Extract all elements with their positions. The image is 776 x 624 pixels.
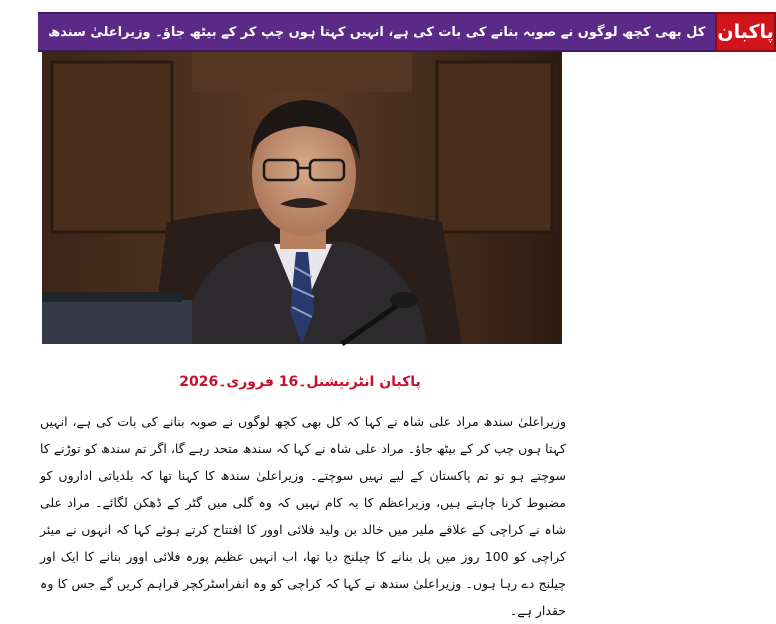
news-photo bbox=[42, 52, 562, 344]
article-body: وزیراعلیٰ سندھ مراد علی شاہ نے کہا کہ کل بھی کچھ لوگوں نے صوبہ بنانے کی بات کی ہے، انہیں کہتا ہوں چپ کر کے بیٹھ جاؤ۔ مراد علی شاہ نے کہا کہ سندھ متحد رہے گا، اگر تم سندھ کو توڑنے کا سوچتے ہو تو تم پاکستان کے لیے نہیں سوچتے۔ وزیراعلیٰ سندھ کا کہنا تھا کہ بلدیاتی اداروں کو مضبوط کرنا چاہتے ہیں، وزیراعظم کا یہ کام نہیں کہ وہ گلی میں گٹر کے ڈھکن لگائے۔ مراد علی شاہ نے کراچی کے علاقے ملیر میں خالد بن ولید فلائی اوور کا افتتاح کرتے ہوئے کہا کہ انہوں نے میئر کراچی کو 100 روز میں پل بنانے کا چیلنج دیا تھا، اب انہیں عظیم پورہ فلائی اوور بنانے کا ایک اور چیلنج دے رہا ہوں۔ وزیراعلیٰ سندھ نے کہا کہ کراچی کو وہ انفراسٹرکچر فراہم کریں گے جس کا وہ حقدار ہے۔ bbox=[40, 414, 566, 618]
portrait-photo-icon bbox=[42, 52, 562, 344]
brand-logo: پاکبان bbox=[715, 12, 775, 52]
headline: کل بھی کچھ لوگوں نے صوبہ بنانے کی بات کی ہے، انہیں کہتا ہوں چپ کر کے بیٹھ جاؤ۔ وزیراعلیٰ سندھ bbox=[38, 12, 715, 52]
header-bar bbox=[38, 12, 774, 52]
dateline: پاکبان انٹرنیشنل۔16 فروری۔2026 bbox=[179, 374, 421, 390]
